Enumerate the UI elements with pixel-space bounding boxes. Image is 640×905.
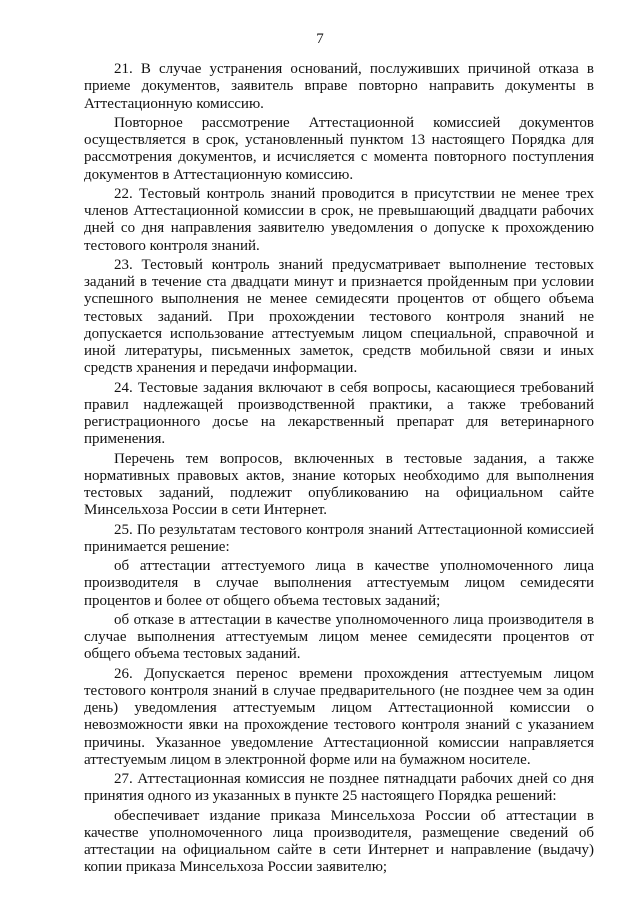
paragraph-24-topics-list: Перечень тем вопросов, включенных в тестовые задания, а также нормативных правовых актов, знание которых необходимо для выполнения тестовых заданий, подлежит опубликованию на официальном сайте Минсельхоза России в сети Интернет. <box>84 450 594 519</box>
paragraph-24: 24. Тестовые задания включают в себя вопросы, касающиеся требований правил надлежащей производственной практики, а также требований регистрационного досье на лекарственный препарат для ветеринарного применения. <box>84 379 594 448</box>
page-number: 7 <box>316 31 324 47</box>
paragraph-27-order-issuance: обеспечивает издание приказа Минсельхоза России об аттестации в качестве уполномоченного лица производителя, размещение сведений об аттестации на официальном сайте в сети Интернет и направление (выдачу) копии приказа Минсельхоза России заявителю; <box>84 807 594 876</box>
paragraph-26: 26. Допускается перенос времени прохождения аттестуемым лицом тестового контроля знаний в случае предварительного (не позднее чем за один день) уведомления аттестуемым лицом Аттестационной комиссии о невозможности явки на прохождение тестового контроля знаний с указанием причины. Указанное уведомление Аттестационной комиссии направляется аттестуемым лицом в электронной форме или на бумажном носителе. <box>84 665 594 768</box>
paragraph-22: 22. Тестовый контроль знаний проводится в присутствии не менее трех членов Аттестационной комиссии в срок, не превышающий двадцати рабочих дней со дня направления заявителю уведомления о допуске к прохождению тестового контроля знаний. <box>84 185 594 254</box>
paragraph-25-refusal: об отказе в аттестации в качестве уполномоченного лица производителя в случае выполнения аттестуемым лицом менее семидесяти процентов от общего объема тестовых заданий. <box>84 611 594 663</box>
paragraph-21-repeat-review: Повторное рассмотрение Аттестационной комиссией документов осуществляется в срок, установленный пунктом 13 настоящего Порядка для рассмотрения документов, и исчисляется с момента повторного поступления документов в Аттестационную комиссию. <box>84 114 594 183</box>
paragraph-27: 27. Аттестационная комиссия не позднее пятнадцати рабочих дней со дня принятия одного из указанных в пункте 25 настоящего Порядка решений: <box>84 771 594 805</box>
paragraph-23: 23. Тестовый контроль знаний предусматривает выполнение тестовых заданий в течение ста двадцати минут и признается пройденным при условии успешного выполнения не менее семидесяти процентов от общего объема тестовых заданий. При прохождении тестового контроля знаний не допускается использование аттестуемым лицом специальной, справочной и иной литературы, письменных заметок, средств мобильной связи и иных средств хранения и передачи информации. <box>84 256 594 377</box>
paragraph-21: 21. В случае устранения оснований, послуживших причиной отказа в приеме документов, заявитель вправе повторно направить документы в Аттестационную комиссию. <box>84 61 594 112</box>
document-body <box>84 61 594 879</box>
paragraph-25: 25. По результатам тестового контроля знаний Аттестационной комиссией принимается решение: <box>84 521 594 555</box>
paragraph-25-attestation: об аттестации аттестуемого лица в качестве уполномоченного лица производителя в случае выполнения аттестуемым лицом семидесяти процентов и более от общего объема тестовых заданий; <box>84 558 594 609</box>
